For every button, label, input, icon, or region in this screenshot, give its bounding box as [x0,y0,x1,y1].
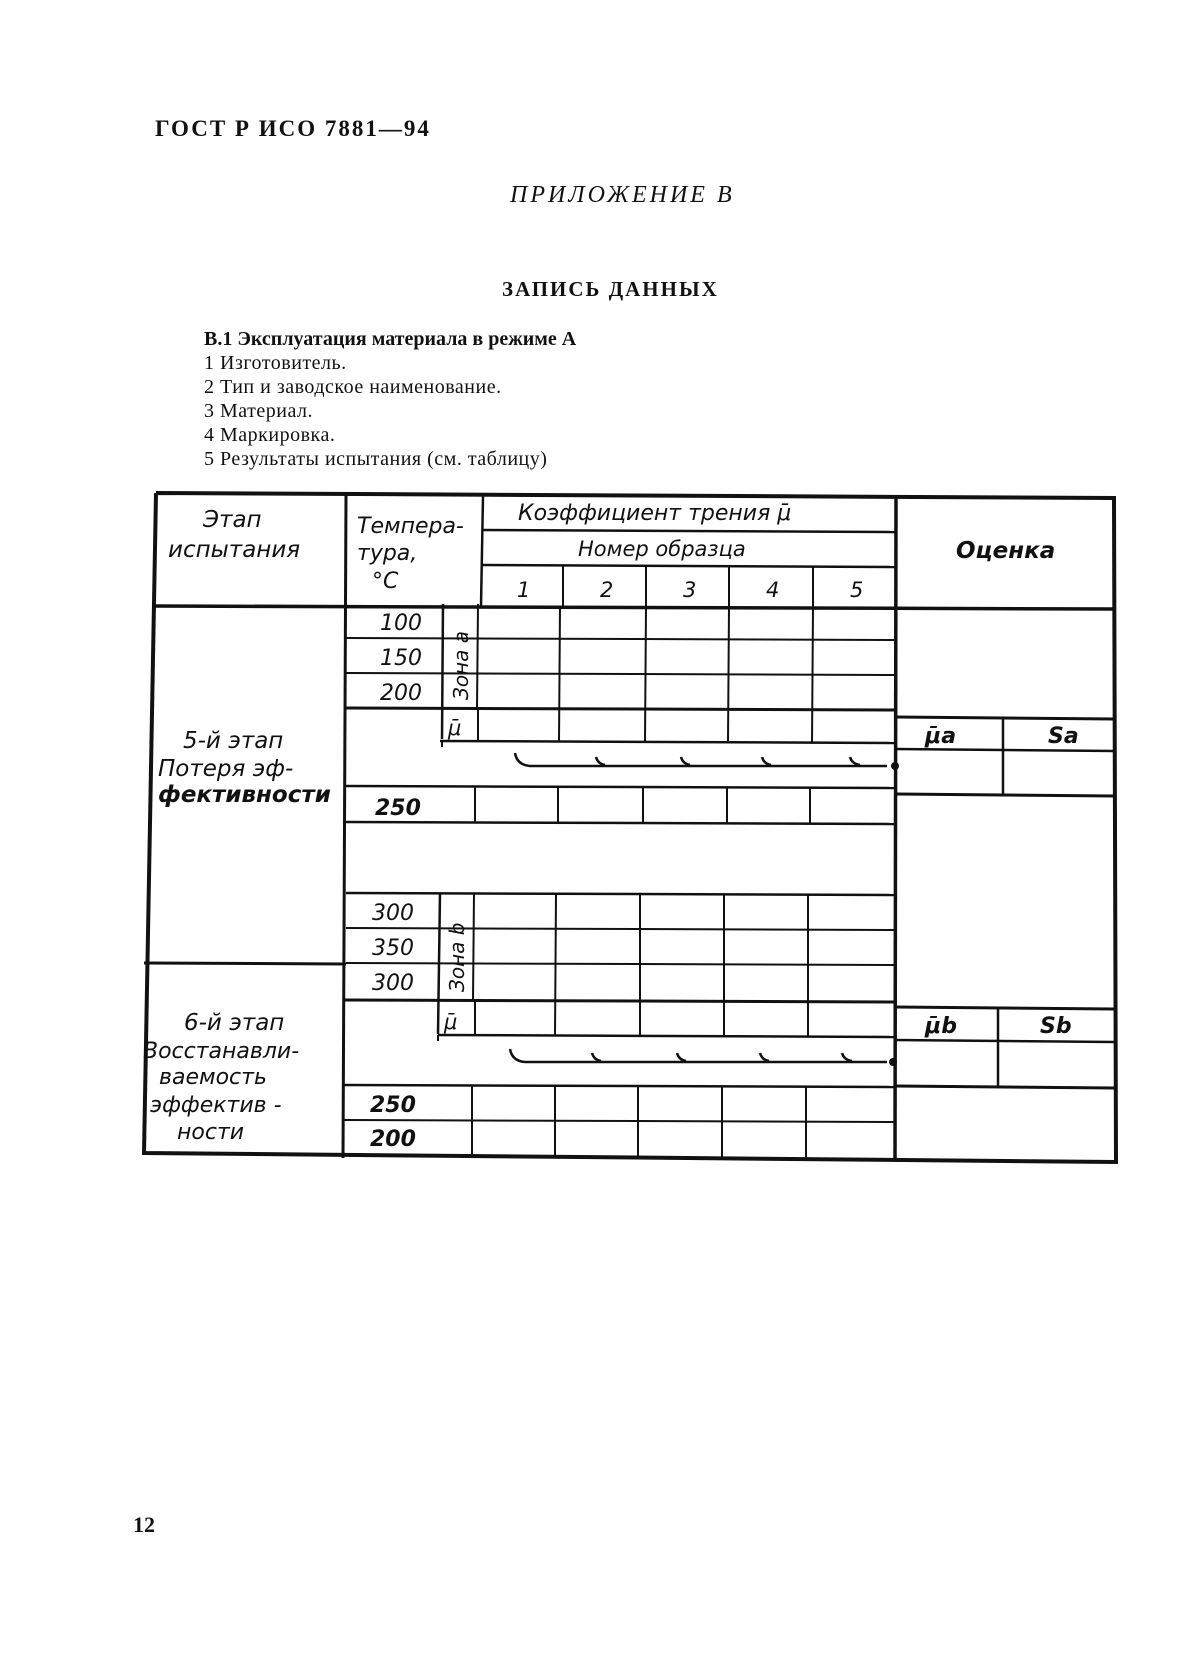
stage6-line4: эффектив - [150,1093,282,1118]
temp-header-line3: °C [372,569,399,594]
sample-number-2: 2 [600,578,614,602]
stage-header-line2: испытания [168,537,301,563]
s-a-label: Sa [1048,724,1079,749]
appendix-title: ПРИЛОЖЕНИЕ В [510,182,735,208]
temp-250-zone-a: 250 [375,796,421,821]
page-number: 12 [133,1512,155,1537]
sample-number-header: Номер образца [578,537,746,561]
temp-300-repeat: 300 [372,971,414,996]
list-item: 1 Изготовитель. [204,352,347,374]
stage6-line3: ваемость [159,1065,267,1090]
sample-number-3: 3 [683,578,697,602]
stage5-line1: 5-й этап [183,728,284,754]
document-code: ГОСТ Р ИСО 7881—94 [155,116,431,141]
sample-number-5: 5 [850,578,864,602]
list-item: 4 Маркировка. [204,424,336,446]
s-b-label: Sb [1040,1014,1072,1039]
list-item: 3 Материал. [204,400,313,422]
mu-a-label: μ̄a [925,724,957,749]
mu-bar-zone-a: μ̄ [448,716,462,740]
subsection-heading: В.1 Эксплуатация материала в режиме А [204,328,577,350]
list-item: 5 Результаты испытания (см. таблицу) [204,448,548,470]
temp-100: 100 [380,611,422,636]
sample-number-1: 1 [517,578,531,602]
mu-bar-zone-b: μ̄ [444,1010,458,1034]
stage5-line3: фективности [158,782,331,808]
stage5-line2: Потеря эф- [158,756,294,782]
stage6-line2: Восстанавли- [143,1039,300,1064]
temp-350: 350 [372,936,414,961]
list-item: 2 Тип и заводское наименование. [204,376,502,398]
stage-header-line1: Этап [203,507,262,533]
temp-200: 200 [380,681,422,706]
rating-header: Оценка [956,538,1056,564]
temp-header-line2: тура, [357,541,418,566]
temp-250-final: 250 [370,1093,416,1118]
section-title: ЗАПИСЬ ДАННЫХ [502,277,719,301]
coefficient-header: Коэффициент трения μ̄ [518,501,792,526]
temp-200-final: 200 [370,1127,416,1152]
sample-number-4: 4 [766,578,780,602]
stage6-line5: ности [177,1120,245,1145]
mu-b-label: μ̄b [925,1014,957,1039]
zone-a-label: Зона a [449,630,473,700]
zone-b-label: Зона b [445,922,469,992]
stage6-line1: 6-й этап [184,1010,285,1036]
temp-150: 150 [380,646,422,671]
temp-header-line1: Темпера- [357,514,464,539]
temp-300: 300 [372,901,414,926]
